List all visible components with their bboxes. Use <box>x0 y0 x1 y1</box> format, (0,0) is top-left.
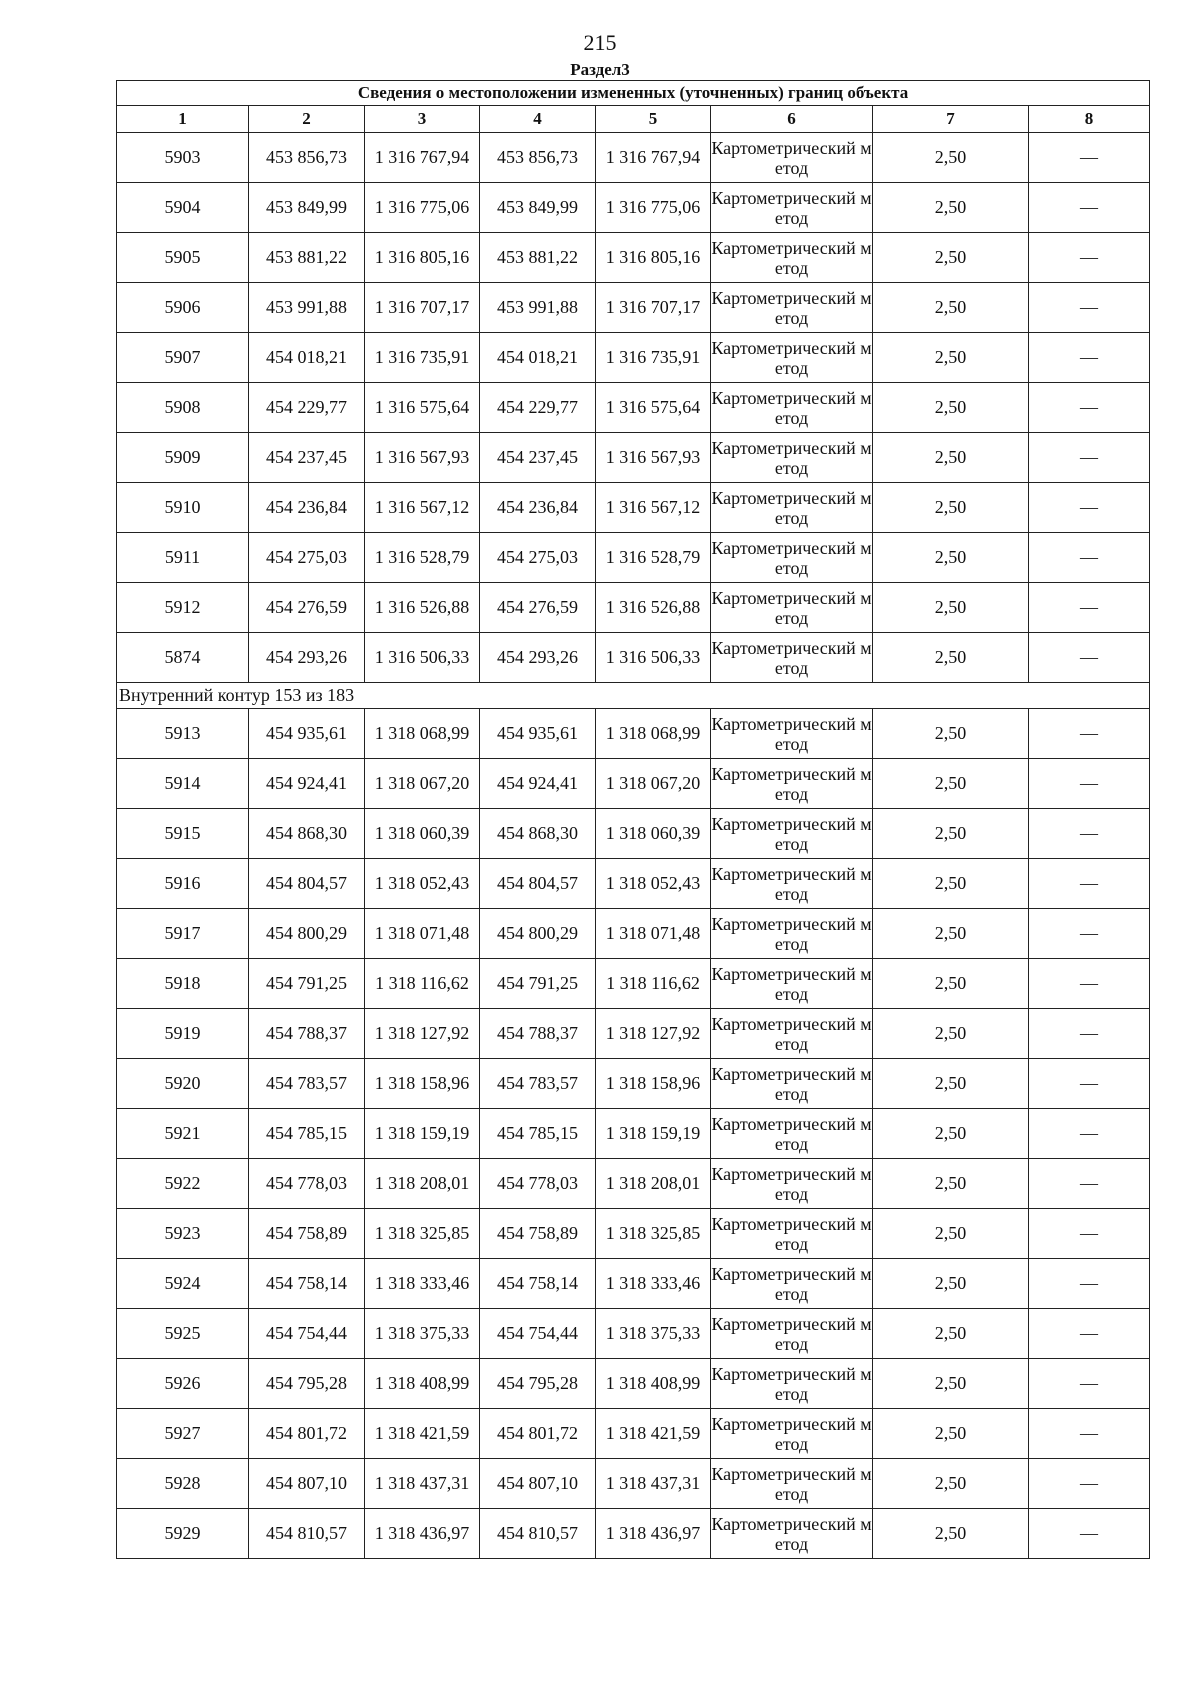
y-new-cell: 1 318 071,48 <box>596 909 711 959</box>
method-cell: Картометрический метод <box>711 809 873 859</box>
point-number-cell: 5913 <box>117 709 249 759</box>
y-new-cell: 1 318 333,46 <box>596 1259 711 1309</box>
x-old-cell: 454 800,29 <box>249 909 365 959</box>
description-cell: — <box>1029 283 1150 333</box>
y-new-cell: 1 316 735,91 <box>596 333 711 383</box>
table-row <box>117 1209 1150 1259</box>
method-cell: Картометрический метод <box>711 333 873 383</box>
accuracy-cell: 2,50 <box>873 1259 1029 1309</box>
point-number-cell: 5909 <box>117 433 249 483</box>
x-new-cell: 454 237,45 <box>480 433 596 483</box>
description-cell: — <box>1029 433 1150 483</box>
accuracy-cell: 2,50 <box>873 333 1029 383</box>
accuracy-cell: 2,50 <box>873 433 1029 483</box>
method-cell: Картометрический метод <box>711 583 873 633</box>
x-old-cell: 453 881,22 <box>249 233 365 283</box>
x-new-cell: 454 293,26 <box>480 633 596 683</box>
table-row <box>117 1359 1150 1409</box>
method-cell: Картометрический метод <box>711 533 873 583</box>
point-number-cell: 5926 <box>117 1359 249 1409</box>
y-new-cell: 1 316 528,79 <box>596 533 711 583</box>
table-row <box>117 809 1150 859</box>
y-old-cell: 1 318 068,99 <box>365 709 480 759</box>
x-old-cell: 453 991,88 <box>249 283 365 333</box>
accuracy-cell: 2,50 <box>873 1409 1029 1459</box>
x-new-cell: 454 276,59 <box>480 583 596 633</box>
y-old-cell: 1 316 506,33 <box>365 633 480 683</box>
y-old-cell: 1 318 071,48 <box>365 909 480 959</box>
table-row <box>117 1109 1150 1159</box>
point-number-cell: 5923 <box>117 1209 249 1259</box>
table-row <box>117 183 1150 233</box>
y-new-cell: 1 318 421,59 <box>596 1409 711 1459</box>
table-row <box>117 759 1150 809</box>
x-new-cell: 454 758,89 <box>480 1209 596 1259</box>
point-number-cell: 5917 <box>117 909 249 959</box>
y-new-cell: 1 318 060,39 <box>596 809 711 859</box>
y-old-cell: 1 318 408,99 <box>365 1359 480 1409</box>
y-old-cell: 1 318 052,43 <box>365 859 480 909</box>
x-new-cell: 454 807,10 <box>480 1459 596 1509</box>
accuracy-cell: 2,50 <box>873 1509 1029 1559</box>
description-cell: — <box>1029 1359 1150 1409</box>
x-old-cell: 454 783,57 <box>249 1059 365 1109</box>
x-new-cell: 453 881,22 <box>480 233 596 283</box>
point-number-cell: 5929 <box>117 1509 249 1559</box>
accuracy-cell: 2,50 <box>873 1109 1029 1159</box>
method-cell: Картометрический метод <box>711 1359 873 1409</box>
table-row <box>117 709 1150 759</box>
table-row <box>117 233 1150 283</box>
x-new-cell: 454 791,25 <box>480 959 596 1009</box>
table-row <box>117 633 1150 683</box>
point-number-cell: 5927 <box>117 1409 249 1459</box>
table-row <box>117 1409 1150 1459</box>
description-cell: — <box>1029 1409 1150 1459</box>
y-new-cell: 1 316 506,33 <box>596 633 711 683</box>
point-number-cell: 5908 <box>117 383 249 433</box>
column-number: 1 <box>117 106 249 133</box>
x-new-cell: 454 236,84 <box>480 483 596 533</box>
x-new-cell: 454 801,72 <box>480 1409 596 1459</box>
method-cell: Картометрический метод <box>711 383 873 433</box>
column-number: 4 <box>480 106 596 133</box>
x-old-cell: 454 293,26 <box>249 633 365 683</box>
point-number-cell: 5914 <box>117 759 249 809</box>
x-old-cell: 454 791,25 <box>249 959 365 1009</box>
y-new-cell: 1 318 208,01 <box>596 1159 711 1209</box>
y-new-cell: 1 318 325,85 <box>596 1209 711 1259</box>
y-new-cell: 1 316 805,16 <box>596 233 711 283</box>
x-new-cell: 454 810,57 <box>480 1509 596 1559</box>
y-old-cell: 1 318 375,33 <box>365 1309 480 1359</box>
x-old-cell: 454 229,77 <box>249 383 365 433</box>
x-new-cell: 454 754,44 <box>480 1309 596 1359</box>
x-new-cell: 454 229,77 <box>480 383 596 433</box>
table-row <box>117 583 1150 633</box>
accuracy-cell: 2,50 <box>873 383 1029 433</box>
y-old-cell: 1 316 528,79 <box>365 533 480 583</box>
description-cell: — <box>1029 333 1150 383</box>
point-number-cell: 5920 <box>117 1059 249 1109</box>
accuracy-cell: 2,50 <box>873 909 1029 959</box>
point-number-cell: 5912 <box>117 583 249 633</box>
x-old-cell: 454 924,41 <box>249 759 365 809</box>
column-number: 2 <box>249 106 365 133</box>
x-new-cell: 454 868,30 <box>480 809 596 859</box>
x-old-cell: 454 758,14 <box>249 1259 365 1309</box>
table-row <box>117 133 1150 183</box>
y-new-cell: 1 316 767,94 <box>596 133 711 183</box>
table-row <box>117 1259 1150 1309</box>
y-old-cell: 1 316 805,16 <box>365 233 480 283</box>
method-cell: Картометрический метод <box>711 1109 873 1159</box>
column-number: 6 <box>711 106 873 133</box>
accuracy-cell: 2,50 <box>873 1309 1029 1359</box>
method-cell: Картометрический метод <box>711 483 873 533</box>
x-old-cell: 454 237,45 <box>249 433 365 483</box>
y-new-cell: 1 318 068,99 <box>596 709 711 759</box>
table-row <box>117 1059 1150 1109</box>
y-new-cell: 1 316 575,64 <box>596 383 711 433</box>
x-old-cell: 453 856,73 <box>249 133 365 183</box>
x-new-cell: 454 924,41 <box>480 759 596 809</box>
accuracy-cell: 2,50 <box>873 1059 1029 1109</box>
description-cell: — <box>1029 1009 1150 1059</box>
column-number: 7 <box>873 106 1029 133</box>
method-cell: Картометрический метод <box>711 959 873 1009</box>
description-cell: — <box>1029 1209 1150 1259</box>
column-number: 5 <box>596 106 711 133</box>
y-old-cell: 1 318 333,46 <box>365 1259 480 1309</box>
accuracy-cell: 2,50 <box>873 1159 1029 1209</box>
table-row <box>117 383 1150 433</box>
x-new-cell: 454 800,29 <box>480 909 596 959</box>
table-row <box>117 283 1150 333</box>
point-number-cell: 5918 <box>117 959 249 1009</box>
method-cell: Картометрический метод <box>711 1309 873 1359</box>
method-cell: Картометрический метод <box>711 1159 873 1209</box>
y-old-cell: 1 318 208,01 <box>365 1159 480 1209</box>
x-new-cell: 453 856,73 <box>480 133 596 183</box>
point-number-cell: 5874 <box>117 633 249 683</box>
table-row <box>117 1159 1150 1209</box>
method-cell: Картометрический метод <box>711 859 873 909</box>
y-new-cell: 1 318 158,96 <box>596 1059 711 1109</box>
y-new-cell: 1 316 567,93 <box>596 433 711 483</box>
point-number-cell: 5906 <box>117 283 249 333</box>
x-new-cell: 454 758,14 <box>480 1259 596 1309</box>
x-old-cell: 454 276,59 <box>249 583 365 633</box>
point-number-cell: 5922 <box>117 1159 249 1209</box>
table-row <box>117 909 1150 959</box>
x-new-cell: 454 778,03 <box>480 1159 596 1209</box>
contour-section <box>117 683 1150 709</box>
x-old-cell: 454 018,21 <box>249 333 365 383</box>
description-cell: — <box>1029 809 1150 859</box>
y-new-cell: 1 318 159,19 <box>596 1109 711 1159</box>
description-cell: — <box>1029 709 1150 759</box>
description-cell: — <box>1029 759 1150 809</box>
x-old-cell: 454 758,89 <box>249 1209 365 1259</box>
accuracy-cell: 2,50 <box>873 1209 1029 1259</box>
y-old-cell: 1 316 575,64 <box>365 383 480 433</box>
method-cell: Картометрический метод <box>711 633 873 683</box>
x-old-cell: 454 778,03 <box>249 1159 365 1209</box>
description-cell: — <box>1029 1309 1150 1359</box>
x-old-cell: 454 807,10 <box>249 1459 365 1509</box>
x-new-cell: 453 991,88 <box>480 283 596 333</box>
table-caption: Сведения о местоположении измененных (уточненных) границ объекта <box>117 81 1150 106</box>
x-old-cell: 454 801,72 <box>249 1409 365 1459</box>
y-new-cell: 1 318 408,99 <box>596 1359 711 1409</box>
y-old-cell: 1 316 775,06 <box>365 183 480 233</box>
x-old-cell: 454 935,61 <box>249 709 365 759</box>
method-cell: Картометрический метод <box>711 1209 873 1259</box>
y-old-cell: 1 318 437,31 <box>365 1459 480 1509</box>
x-new-cell: 454 935,61 <box>480 709 596 759</box>
x-old-cell: 453 849,99 <box>249 183 365 233</box>
accuracy-cell: 2,50 <box>873 709 1029 759</box>
description-cell: — <box>1029 383 1150 433</box>
accuracy-cell: 2,50 <box>873 483 1029 533</box>
y-new-cell: 1 318 067,20 <box>596 759 711 809</box>
method-cell: Картометрический метод <box>711 183 873 233</box>
description-cell: — <box>1029 859 1150 909</box>
y-new-cell: 1 318 052,43 <box>596 859 711 909</box>
method-cell: Картометрический метод <box>711 1009 873 1059</box>
method-cell: Картометрический метод <box>711 283 873 333</box>
x-new-cell: 454 018,21 <box>480 333 596 383</box>
column-number-row <box>117 106 1150 133</box>
x-new-cell: 454 275,03 <box>480 533 596 583</box>
table-body-part2 <box>117 709 1150 1559</box>
description-cell: — <box>1029 909 1150 959</box>
point-number-cell: 5925 <box>117 1309 249 1359</box>
table-row <box>117 433 1150 483</box>
method-cell: Картометрический метод <box>711 909 873 959</box>
y-new-cell: 1 318 127,92 <box>596 1009 711 1059</box>
accuracy-cell: 2,50 <box>873 1359 1029 1409</box>
description-cell: — <box>1029 233 1150 283</box>
x-old-cell: 454 788,37 <box>249 1009 365 1059</box>
method-cell: Картометрический метод <box>711 709 873 759</box>
point-number-cell: 5905 <box>117 233 249 283</box>
section-title: Раздел3 <box>570 60 630 79</box>
accuracy-cell: 2,50 <box>873 759 1029 809</box>
boundary-coordinates-table <box>116 80 1150 1559</box>
point-number-cell: 5911 <box>117 533 249 583</box>
point-number-cell: 5919 <box>117 1009 249 1059</box>
method-cell: Картометрический метод <box>711 1259 873 1309</box>
description-cell: — <box>1029 1509 1150 1559</box>
accuracy-cell: 2,50 <box>873 1009 1029 1059</box>
description-cell: — <box>1029 183 1150 233</box>
y-old-cell: 1 318 158,96 <box>365 1059 480 1109</box>
x-old-cell: 454 754,44 <box>249 1309 365 1359</box>
description-cell: — <box>1029 1109 1150 1159</box>
page-number: 215 <box>583 30 617 55</box>
table-row <box>117 959 1150 1009</box>
y-old-cell: 1 318 421,59 <box>365 1409 480 1459</box>
x-old-cell: 454 810,57 <box>249 1509 365 1559</box>
accuracy-cell: 2,50 <box>873 533 1029 583</box>
accuracy-cell: 2,50 <box>873 283 1029 333</box>
point-number-cell: 5921 <box>117 1109 249 1159</box>
method-cell: Картометрический метод <box>711 759 873 809</box>
point-number-cell: 5903 <box>117 133 249 183</box>
method-cell: Картометрический метод <box>711 1509 873 1559</box>
y-old-cell: 1 316 735,91 <box>365 333 480 383</box>
table-row <box>117 1509 1150 1559</box>
description-cell: — <box>1029 959 1150 1009</box>
y-old-cell: 1 318 127,92 <box>365 1009 480 1059</box>
point-number-cell: 5910 <box>117 483 249 533</box>
point-number-cell: 5928 <box>117 1459 249 1509</box>
y-new-cell: 1 318 437,31 <box>596 1459 711 1509</box>
description-cell: — <box>1029 1459 1150 1509</box>
y-old-cell: 1 318 159,19 <box>365 1109 480 1159</box>
y-old-cell: 1 316 526,88 <box>365 583 480 633</box>
y-old-cell: 1 318 325,85 <box>365 1209 480 1259</box>
y-old-cell: 1 318 060,39 <box>365 809 480 859</box>
x-new-cell: 453 849,99 <box>480 183 596 233</box>
table-row <box>117 1009 1150 1059</box>
x-old-cell: 454 795,28 <box>249 1359 365 1409</box>
description-cell: — <box>1029 533 1150 583</box>
x-new-cell: 454 785,15 <box>480 1109 596 1159</box>
description-cell: — <box>1029 1159 1150 1209</box>
x-old-cell: 454 868,30 <box>249 809 365 859</box>
description-cell: — <box>1029 583 1150 633</box>
x-new-cell: 454 788,37 <box>480 1009 596 1059</box>
contour-label: Внутренний контур 153 из 183 <box>117 683 1150 709</box>
y-old-cell: 1 316 567,93 <box>365 433 480 483</box>
table-body-part1 <box>117 133 1150 683</box>
column-number: 3 <box>365 106 480 133</box>
point-number-cell: 5904 <box>117 183 249 233</box>
y-new-cell: 1 318 436,97 <box>596 1509 711 1559</box>
y-old-cell: 1 318 116,62 <box>365 959 480 1009</box>
description-cell: — <box>1029 1059 1150 1109</box>
method-cell: Картометрический метод <box>711 133 873 183</box>
method-cell: Картометрический метод <box>711 433 873 483</box>
y-new-cell: 1 318 116,62 <box>596 959 711 1009</box>
description-cell: — <box>1029 633 1150 683</box>
point-number-cell: 5907 <box>117 333 249 383</box>
x-old-cell: 454 785,15 <box>249 1109 365 1159</box>
description-cell: — <box>1029 483 1150 533</box>
y-old-cell: 1 316 567,12 <box>365 483 480 533</box>
y-old-cell: 1 318 436,97 <box>365 1509 480 1559</box>
y-new-cell: 1 316 707,17 <box>596 283 711 333</box>
point-number-cell: 5915 <box>117 809 249 859</box>
accuracy-cell: 2,50 <box>873 583 1029 633</box>
point-number-cell: 5916 <box>117 859 249 909</box>
accuracy-cell: 2,50 <box>873 233 1029 283</box>
accuracy-cell: 2,50 <box>873 809 1029 859</box>
table-row <box>117 333 1150 383</box>
method-cell: Картометрический метод <box>711 1409 873 1459</box>
y-new-cell: 1 316 567,12 <box>596 483 711 533</box>
table-row <box>117 533 1150 583</box>
accuracy-cell: 2,50 <box>873 859 1029 909</box>
accuracy-cell: 2,50 <box>873 633 1029 683</box>
x-new-cell: 454 804,57 <box>480 859 596 909</box>
accuracy-cell: 2,50 <box>873 183 1029 233</box>
x-old-cell: 454 804,57 <box>249 859 365 909</box>
point-number-cell: 5924 <box>117 1259 249 1309</box>
table-row <box>117 1309 1150 1359</box>
method-cell: Картометрический метод <box>711 1459 873 1509</box>
x-old-cell: 454 236,84 <box>249 483 365 533</box>
y-new-cell: 1 318 375,33 <box>596 1309 711 1359</box>
table-row <box>117 1459 1150 1509</box>
x-new-cell: 454 783,57 <box>480 1059 596 1109</box>
accuracy-cell: 2,50 <box>873 959 1029 1009</box>
description-cell: — <box>1029 1259 1150 1309</box>
y-old-cell: 1 316 767,94 <box>365 133 480 183</box>
y-new-cell: 1 316 526,88 <box>596 583 711 633</box>
table-row <box>117 859 1150 909</box>
table-row <box>117 483 1150 533</box>
y-old-cell: 1 316 707,17 <box>365 283 480 333</box>
method-cell: Картометрический метод <box>711 1059 873 1109</box>
column-number: 8 <box>1029 106 1150 133</box>
method-cell: Картометрический метод <box>711 233 873 283</box>
y-old-cell: 1 318 067,20 <box>365 759 480 809</box>
x-new-cell: 454 795,28 <box>480 1359 596 1409</box>
accuracy-cell: 2,50 <box>873 1459 1029 1509</box>
description-cell: — <box>1029 133 1150 183</box>
accuracy-cell: 2,50 <box>873 133 1029 183</box>
y-new-cell: 1 316 775,06 <box>596 183 711 233</box>
x-old-cell: 454 275,03 <box>249 533 365 583</box>
